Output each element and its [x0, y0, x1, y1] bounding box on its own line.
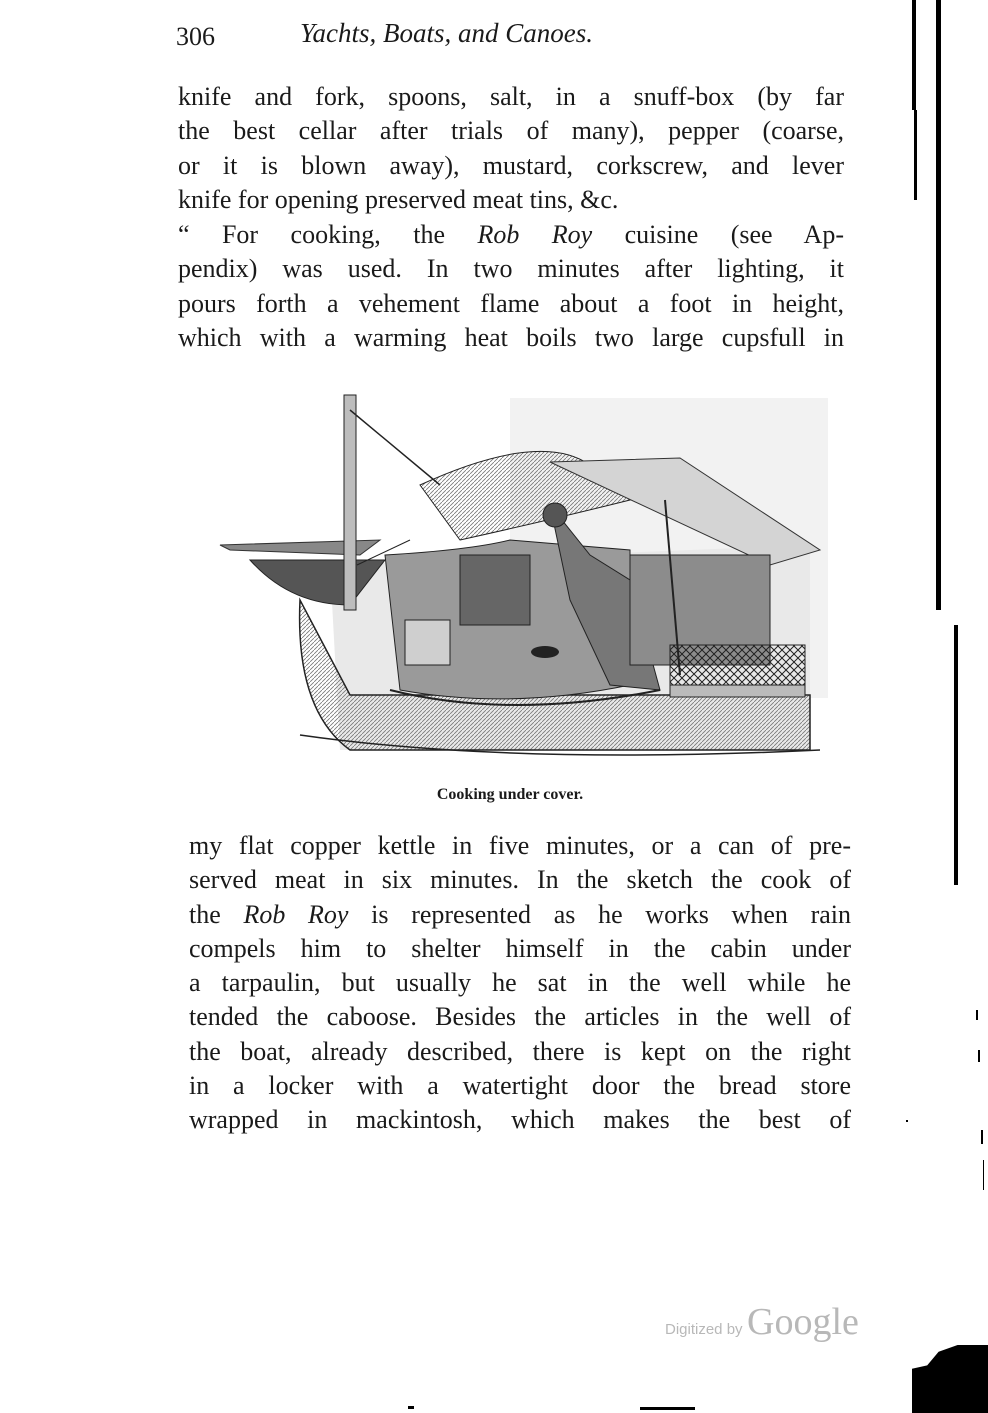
text-line: served meat in six minutes. In the sketch the cook of	[189, 865, 851, 895]
text-line: or it is blown away), mustard, corkscrew, and lever	[178, 150, 844, 180]
paragraph-1	[178, 80, 844, 217]
scan-edge-mark	[408, 1406, 414, 1409]
scan-edge-line	[912, 0, 916, 110]
text-line: a tarpaulin, but usually he sat in the well while he	[189, 968, 851, 998]
text-line: pours forth a vehement flame about a foot in height,	[178, 288, 844, 318]
scan-edge-mark	[640, 1407, 695, 1410]
text-segment: “ For cooking, the	[178, 220, 478, 249]
google-logo: Google	[747, 1301, 859, 1343]
text-line: pendix) was used. In two minutes after lighting, it	[178, 254, 844, 284]
scan-edge-mark	[981, 1130, 983, 1144]
text-line: knife and fork, spoons, salt, in a snuff-box (by far	[178, 82, 844, 111]
paragraph-2	[178, 218, 844, 355]
text-line	[178, 218, 844, 252]
scan-edge-mark	[976, 1010, 978, 1020]
scan-edge-mark	[983, 1160, 984, 1190]
boat-illustration	[210, 390, 830, 770]
scan-edge-mark	[978, 1050, 980, 1062]
scan-corner-shadow	[912, 1345, 988, 1413]
text-line: the best cellar after trials of many), pepper (coarse,	[178, 116, 844, 146]
text-line: wrapped in mackintosh, which makes the best of	[189, 1105, 851, 1135]
text-line: tended the caboose. Besides the articles in the well of	[189, 1002, 851, 1032]
text-segment: is represented as he works when rain	[348, 899, 851, 929]
running-head: Yachts, Boats, and Canoes.	[300, 18, 594, 48]
italic-boat-name: Rob Roy	[243, 899, 349, 929]
text-segment: the	[189, 899, 244, 929]
watermark-prefix: Digitized by	[665, 1321, 743, 1338]
scan-edge-line	[914, 110, 917, 200]
text-line: compels him to shelter himself in the cabin under	[189, 933, 851, 963]
text-segment: cuisine (see Ap-	[592, 220, 844, 249]
scan-edge-mark	[906, 1120, 908, 1122]
scan-edge-line	[954, 625, 958, 885]
paragraph-3	[189, 829, 851, 1138]
text-line: in a locker with a watertight door the bread store	[189, 1071, 851, 1101]
google-watermark	[665, 1300, 859, 1344]
italic-boat-name: Rob Roy	[477, 220, 593, 249]
text-line: knife for opening preserved meat tins, &c.	[178, 184, 619, 214]
text-line: which with a warming heat boils two large cupsfull in	[178, 322, 844, 352]
figure-caption: Cooking under cover.	[436, 786, 584, 803]
scan-edge-line	[936, 0, 941, 610]
text-line: the boat, already described, there is kept on the right	[189, 1036, 851, 1066]
page-number: 306	[176, 22, 215, 51]
text-line: my flat copper kettle in five minutes, or a can of pre-	[189, 831, 851, 860]
text-line	[189, 898, 851, 932]
